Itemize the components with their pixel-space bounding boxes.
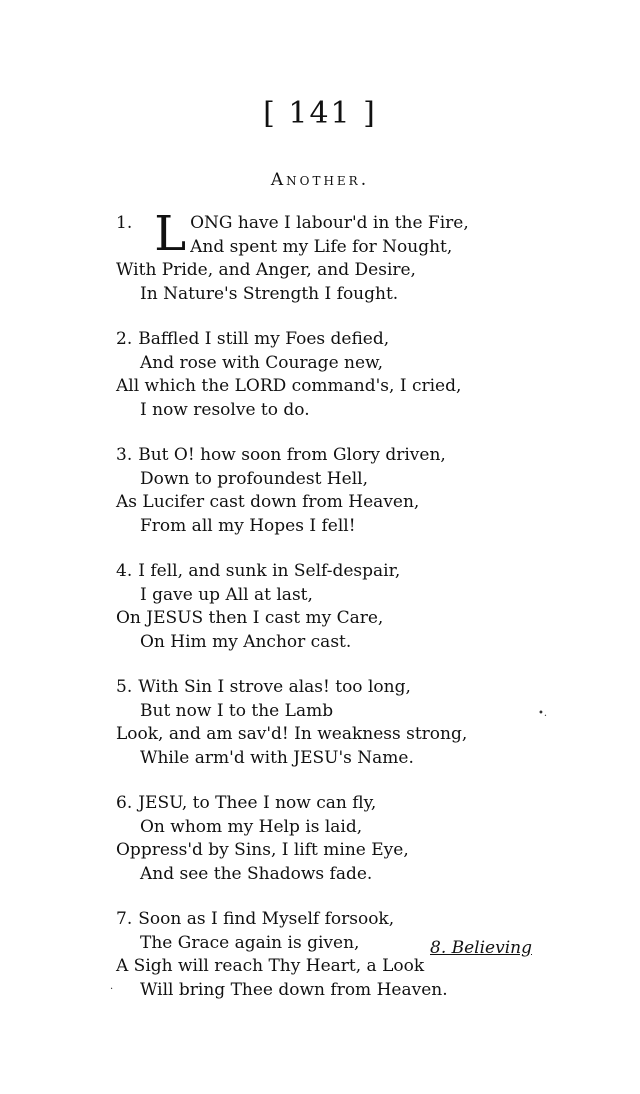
stanza-number: 4. [116,561,133,581]
verse-line: But O! how soon from Glory driven, [138,445,446,465]
stanza-2 [116,328,476,422]
hymn-body [116,206,476,1024]
verse-line: ONG have I labour'd in the Fire, [190,213,469,233]
verse-line: The Grace again is given, [140,932,360,953]
stanza-6 [116,792,476,886]
verse-line: With Sin I strove alas! too long, [138,677,411,697]
verse-line: While arm'd with JESU's Name. [140,747,414,768]
verse-line: On JESUS then I cast my Care, [116,608,384,628]
stanza-number: 6. [116,793,133,813]
verse-line: On Him my Anchor cast. [140,631,352,652]
verse-line: I fell, and sunk in Self-despair, [138,561,401,581]
stanza-5 [116,676,476,770]
verse-line: And rose with Courage new, [140,352,383,373]
stanza-number: 3. [116,445,133,465]
catchword: 8. Believing [430,938,532,958]
verse-line: Will bring Thee down from Heaven. [140,979,448,1000]
drop-cap: L [154,206,187,262]
page-number: [ 141 ] [263,96,377,131]
verse-line: Soon as I find Myself forsook, [138,909,395,929]
verse-line: Down to profoundest Hell, [140,468,368,489]
verse-line: In Nature's Strength I fought. [140,283,399,304]
verse-line: And spent my Life for Nought, [190,236,453,257]
verse-line: I now resolve to do. [140,399,310,420]
verse-line: With Pride, and Anger, and Desire, [116,260,416,280]
verse-line: Baffled I still my Foes defied, [138,329,390,349]
verse-line: And see the Shadows fade. [140,863,373,884]
verse-line: From all my Hopes I fell! [140,515,356,536]
verse-line: Oppress'd by Sins, I lift mine Eye, [116,840,409,860]
stanza-3 [116,444,476,538]
ink-speck: •. [538,708,548,719]
ink-speck: · [110,984,114,995]
stanza-7 [116,908,476,1002]
stanza-number: 2. [116,329,133,349]
verse-line: Look, and am sav'd! In weakness strong, [116,724,468,744]
stanza-number: 7. [116,909,133,929]
stanza-4 [116,560,476,654]
verse-line: I gave up All at last, [140,584,313,605]
stanza-number: 1. [116,213,133,233]
verse-line: As Lucifer cast down from Heaven, [116,492,420,512]
stanza-number: 5. [116,677,133,697]
verse-line: JESU, to Thee I now can fly, [138,793,377,813]
verse-line: On whom my Help is laid, [140,816,363,837]
hymn-title: Another. [270,170,370,190]
verse-line: All which the LORD command's, I cried, [116,376,462,396]
verse-line: A Sigh will reach Thy Heart, a Look [116,956,425,976]
verse-line: But now I to the Lamb [140,700,334,721]
stanza-1 [116,206,476,306]
